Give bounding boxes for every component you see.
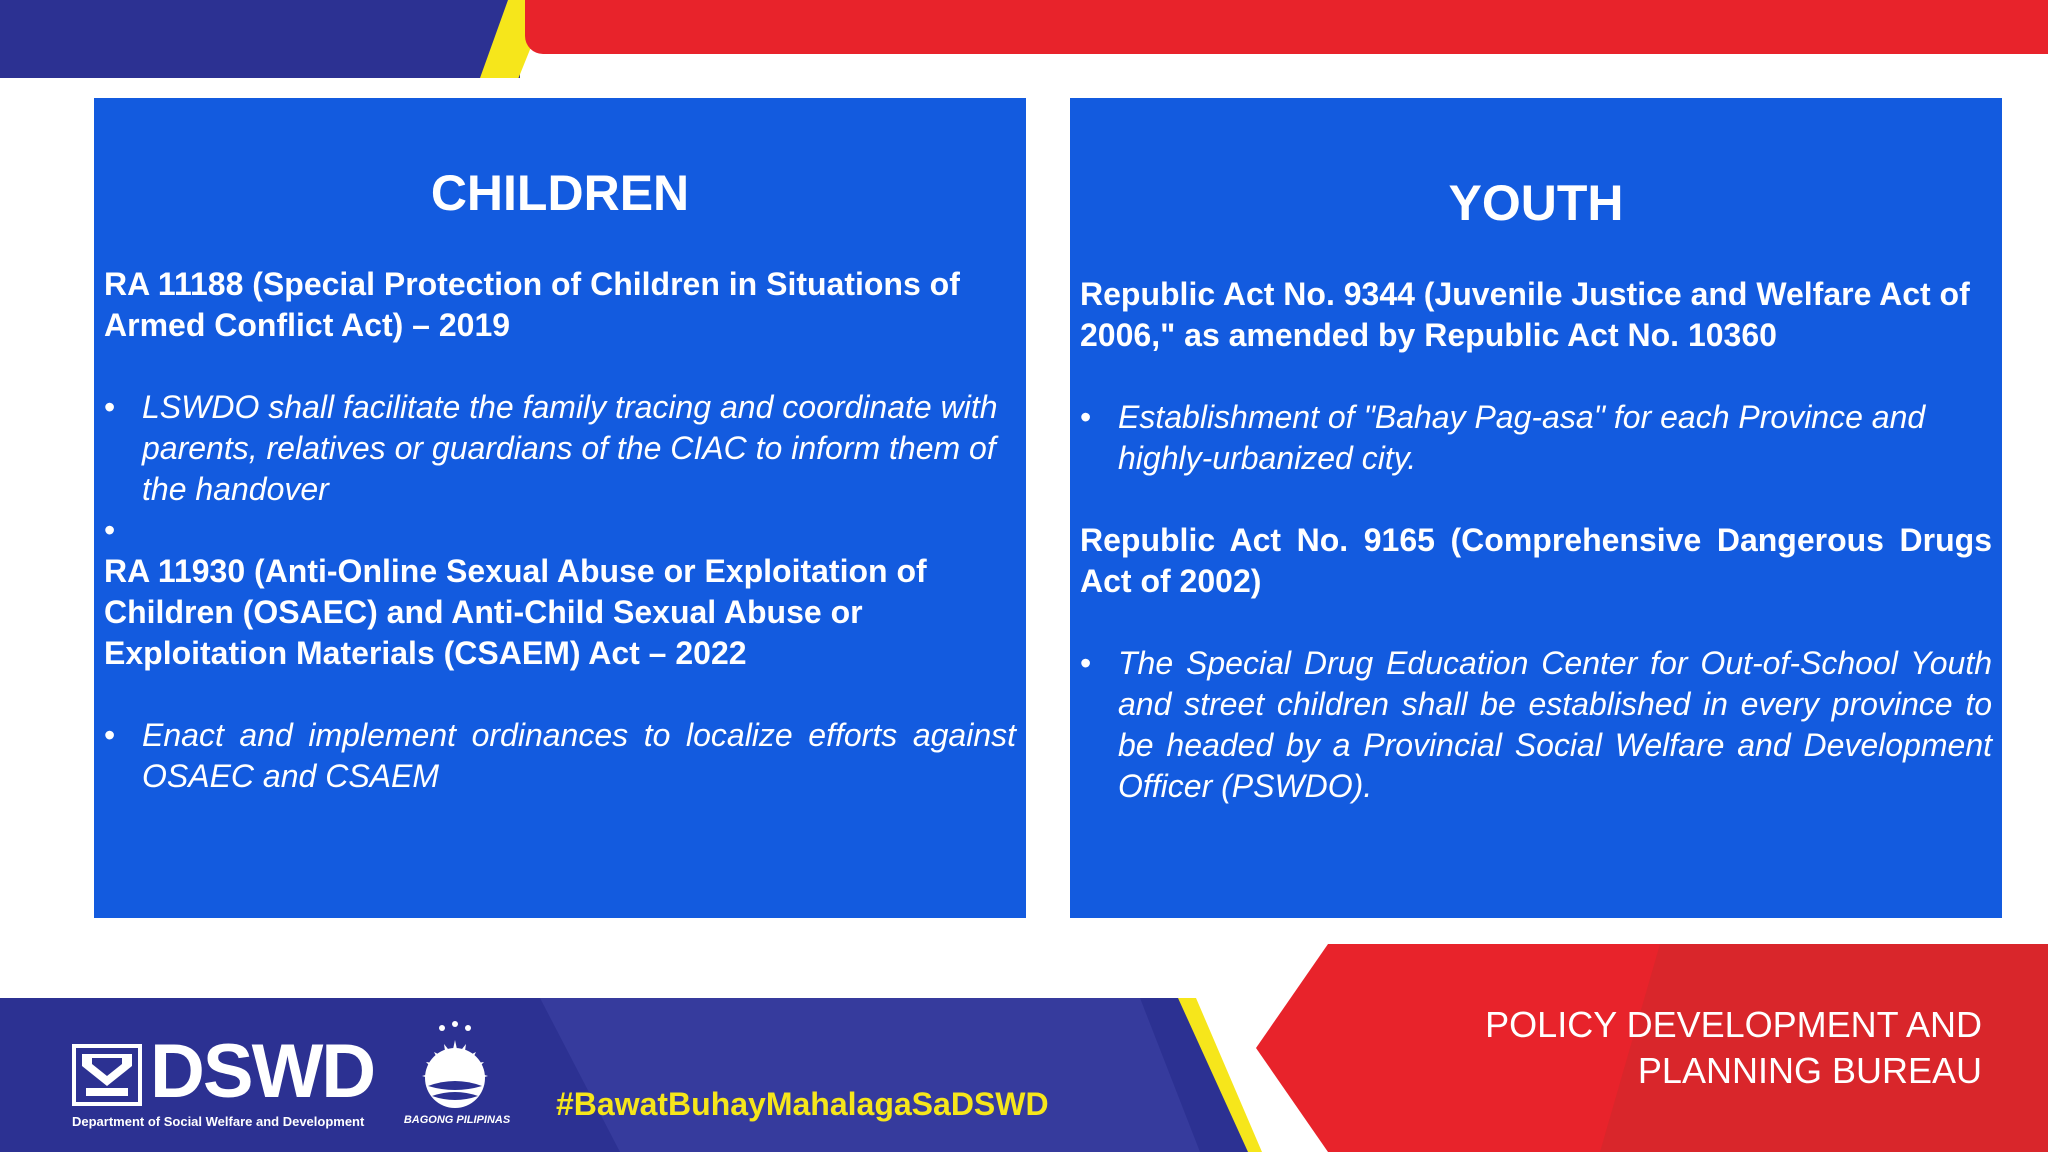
youth-panel bbox=[1070, 98, 2002, 918]
bagong-pilipinas-label: BAGONG PILIPINAS bbox=[403, 1114, 511, 1126]
youth-act1-bullet: • Establishment of "Bahay Pag-asa" for each Province and highly-urbanized city. bbox=[1080, 397, 1992, 479]
hashtag: #BawatBuhayMahalagaSaDSWD bbox=[556, 1086, 1049, 1122]
children-panel bbox=[94, 98, 1026, 918]
youth-act2-bullet: • The Special Drug Education Center for Out-of-School Youth and street children shall be established in every province to be headed by a Provincial Social Welfare and Development Officer (PSWDO). bbox=[1080, 643, 1992, 807]
bureau-line-2: PLANNING BUREAU bbox=[1637, 1050, 1982, 1091]
dswd-wordmark: DSWD bbox=[150, 1029, 375, 1114]
children-title: CHILDREN bbox=[430, 165, 690, 221]
children-act1-bullets bbox=[104, 387, 1016, 551]
youth-title: YOUTH bbox=[1448, 175, 1624, 231]
top-navy-bar bbox=[0, 0, 520, 78]
youth-act-ra9344: Republic Act No. 9344 (Juvenile Justice and Welfare Act of 2006," as amended by Republic Act No. 10360 bbox=[1080, 276, 1970, 353]
children-act1-bullet: • LSWDO shall facilitate the family tracing and coordinate with parents, relatives or guardians of the CIAC to inform them of the handover bbox=[104, 387, 1016, 510]
children-act-ra11188: RA 11188 (Special Protection of Children in Situations of Armed Conflict Act) – 2019 bbox=[104, 266, 960, 343]
empty-bullet bbox=[104, 510, 1016, 551]
dswd-emblem-icon bbox=[72, 1044, 142, 1106]
dswd-fullname: Department of Social Welfare and Development bbox=[72, 1114, 365, 1129]
bureau-line-1: POLICY DEVELOPMENT AND bbox=[1485, 1004, 1982, 1045]
youth-act2-bullets bbox=[1080, 643, 1992, 807]
top-red-bar bbox=[525, 0, 2048, 54]
children-act-ra11930: RA 11930 (Anti-Online Sexual Abuse or Exploitation of Children (OSAEC) and Anti-Child Sexual Abuse or Exploitation Materials (CSAEM) Act – 2022 bbox=[104, 553, 927, 671]
bottom-navy-shade bbox=[540, 998, 1200, 1152]
bureau-name bbox=[1485, 1002, 1982, 1094]
youth-act1-bullets bbox=[1080, 397, 1992, 479]
children-act2-bullet: • Enact and implement ordinances to localize efforts against OSAEC and CSAEM bbox=[104, 715, 1016, 797]
children-act2-bullets bbox=[104, 715, 1016, 797]
youth-act-ra9165: Republic Act No. 9165 (Comprehensive Dangerous Drugs Act of 2002) bbox=[1080, 522, 1992, 599]
